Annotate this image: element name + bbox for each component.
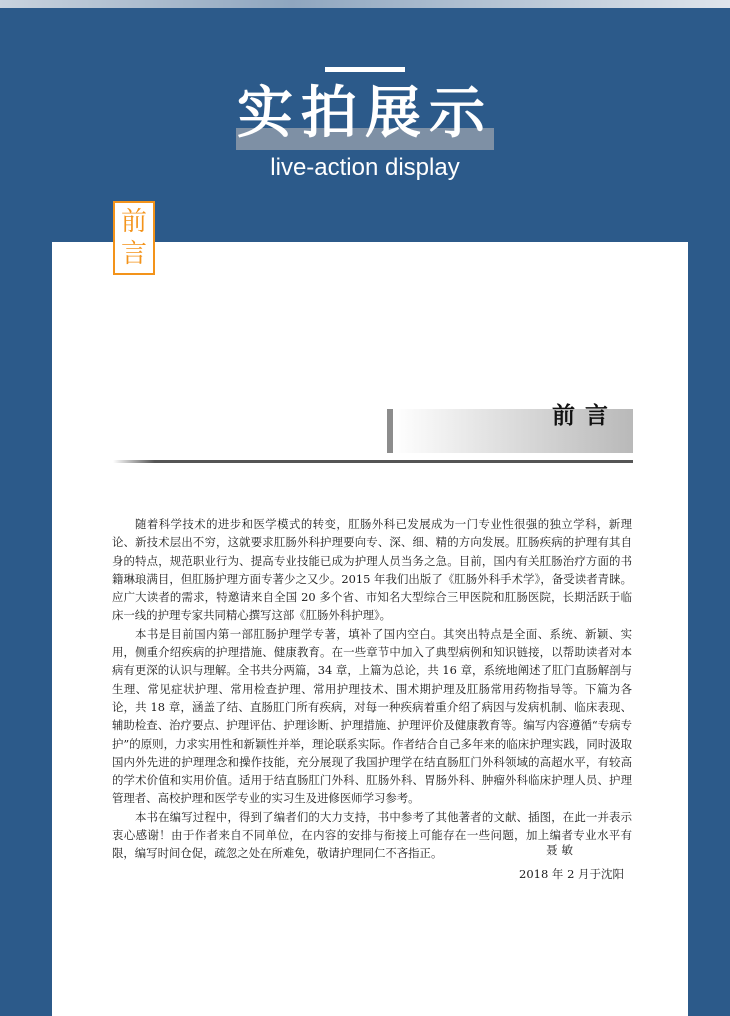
page-subtitle: live-action display bbox=[270, 154, 460, 181]
paragraph-1: 随着科学技术的进步和医学模式的转变，肛肠外科已发展成为一门专业性很强的独立学科，新理论、新技术层出不穷，这就要求肛肠外科护理要向专、深、细、精的方向发展。肛肠疾病的护理有其自身的特点，规范职业行为、提高专业技能已成为护理人员当务之急。目前，国内有关肛肠治疗方面的书籍琳琅满目，但肛肠护理方面专著少之又少。2015 年我们出版了《肛肠外科手术学》，备受读者青睐。应广大读者的需求，特邀请来自全国 20 多个省、市知名大型综合三甲医院和肛肠医院，长期活跃于临床一线的护理专家共同精心撰写这部《肛肠外科护理》。 bbox=[112, 517, 632, 623]
page-title: 实拍展示 bbox=[237, 81, 493, 146]
document-body bbox=[112, 515, 632, 863]
preface-tag-char-1: 前 bbox=[120, 207, 147, 237]
heading-rule bbox=[113, 460, 633, 463]
title-accent-bar bbox=[325, 67, 405, 72]
top-decorative-strip bbox=[0, 0, 730, 8]
paragraph-2: 本书是目前国内第一部肛肠护理学专著，填补了国内空白。其突出特点是全面、系统、新颖、实用，侧重介绍疾病的护理措施、健康教育。在一些章节中加入了典型病例和知识链接，以帮助读者对本病有更深的认识与理解。全书共分两篇，34 章，上篇为总论，共 16 章，系统地阐述了肛门直肠解剖与生理、常见症状护理、常用检查护理、常用护理技术、围术期护理及肛肠常用药物指导等。下篇为各论，共 18 章，涵盖了结、直肠肛门所有疾病，对每一种疾病着重介绍了病因与发病机制、临床表现、辅助检查、治疗要点、护理评估、护理诊断、护理措施、护理评价及健康教育等。编写内容遵循“专病专护”的原则，力求实用性和新颖性并举，理论联系实际。作者结合自己多年来的临床护理实践，同时汲取国内外先进的护理理念和操作技能，充分展现了我国护理学在结直肠肛门外科领域的高超水平，有较高的学术价值和实用价值。适用于结直肠肛门外科、肛肠外科、胃肠外科、肿瘤外科临床护理人员、护理管理者、高校护理和医学专业的实习生及进修医师学习参考。 bbox=[112, 626, 632, 806]
preface-tag-char-2: 言 bbox=[120, 239, 147, 269]
paragraph-3: 本书在编写过程中，得到了编者们的大力支持，书中参考了其他著者的文献、插图，在此一并表示衷心感谢！由于作者来自不同单位，在内容的安排与衔接上可能存在一些问题，加上编者专业水平有限，编写时间仓促，疏忽之处在所难免，敬请护理同仁不吝指正。 bbox=[112, 809, 632, 861]
preface-tag bbox=[113, 201, 155, 275]
signature-name: 聂敏 bbox=[546, 843, 577, 857]
document-heading: 前言 bbox=[552, 402, 618, 429]
signature-date: 2018 年 2 月于沈阳 bbox=[519, 867, 625, 881]
